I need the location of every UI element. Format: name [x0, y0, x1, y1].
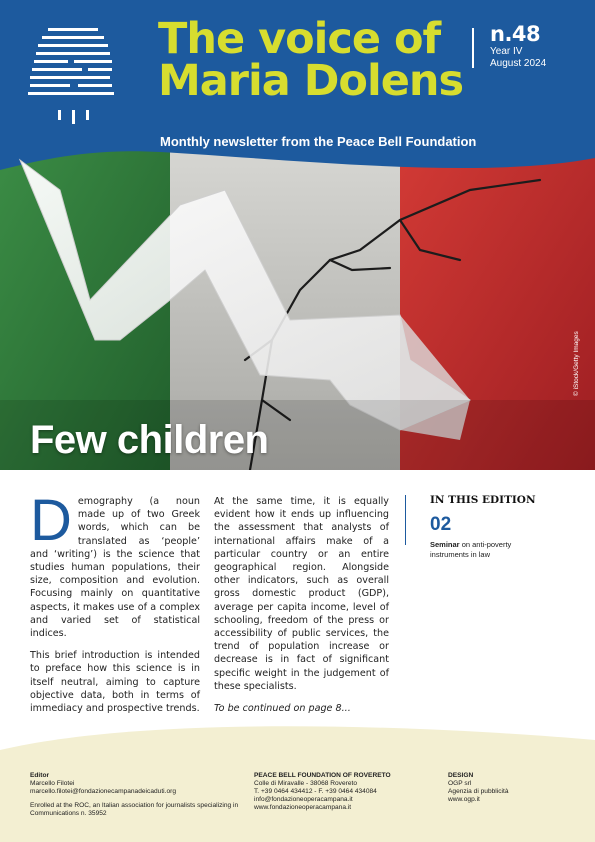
article-paragraph	[30, 488, 200, 640]
design-agency: Agenzia di pubblicità	[448, 788, 509, 795]
article-column-2	[214, 495, 389, 724]
continued-link[interactable]: To be continued on page 8...	[214, 703, 351, 715]
article-column-1	[30, 488, 200, 724]
issue-number: n.48	[490, 22, 541, 46]
foundation-name: PEACE BELL FOUNDATION OF ROVERETO	[254, 772, 391, 779]
article-paragraph: This brief introduction is intended to preface how this science is in itself neutral, aiming to capture objective data, both in terms of immediacy and prospective trends.	[30, 650, 200, 715]
edition-item-text: on anti-poverty instruments in law	[430, 540, 512, 559]
editor-name: Marcello Filotei	[30, 780, 75, 787]
roc-text: Enrolled at the ROC, an Italian association for journalists specializing in Communications n. 35952	[30, 802, 239, 817]
paragraph-text: emography (a noun made up of two Greek words, which can be translated as ‘people’ and ‘writing’) is the science that studies human populations, their size, composition and evolution. Focusing mainly on quantitative aspects, it makes use of a complex and varied set of statistical indices.	[30, 496, 200, 640]
foundation-phone: T. +39 0464 434412 - F. +39 0464 434084	[254, 788, 377, 795]
issue-year: Year IV	[490, 46, 523, 57]
sidebar-rule	[405, 495, 406, 545]
design-label: DESIGN	[448, 772, 474, 779]
footer-foundation-block	[254, 772, 429, 812]
title-line-1: The voice of	[158, 14, 441, 64]
foundation-website[interactable]: www.fondazioneoperacampana.it	[254, 804, 352, 811]
peace-bell-logo	[28, 22, 118, 142]
drop-cap: D	[30, 488, 72, 553]
edition-item[interactable]	[430, 540, 540, 560]
title-line-2: Maria Dolens	[158, 56, 464, 106]
photo-credit: © iStock/Getty Images	[573, 331, 580, 396]
issue-date: August 2024	[490, 58, 547, 69]
footer-design-block	[448, 772, 568, 804]
design-company: OGP srl	[448, 780, 472, 787]
article-paragraph: At the same time, it is equally evident how it ends up influencing the assessment that analysts of international affairs make of a particular country or an entire geographical region. Alongside other indicators, such as overall gross domestic product (GDP), average per capita income, level of schooling, freedom of the press or accessibility of public services, the trend of population increase or decrease is in fact of significant specific weight in the judgement of these specialists.	[214, 496, 389, 692]
footer-editor-block	[30, 772, 245, 818]
editor-email[interactable]: marcello.filotei@fondazionecampanadeicaduti.org	[30, 788, 176, 795]
design-site[interactable]: www.ogp.it	[448, 796, 480, 803]
foundation-email[interactable]: info@fondazioneoperacampana.it	[254, 796, 353, 803]
headline: Few children	[30, 418, 269, 462]
edition-page-number[interactable]: 02	[430, 514, 452, 535]
newsletter-subtitle: Monthly newsletter from the Peace Bell Foundation	[160, 134, 477, 149]
header-divider	[472, 28, 474, 68]
edition-heading: IN THIS EDITION	[430, 494, 536, 506]
editor-label: Editor	[30, 772, 50, 779]
foundation-address: Colle di Miravalle - 38068 Rovereto	[254, 780, 357, 787]
newsletter-title	[158, 14, 464, 106]
edition-item-bold: Seminar	[430, 540, 460, 549]
